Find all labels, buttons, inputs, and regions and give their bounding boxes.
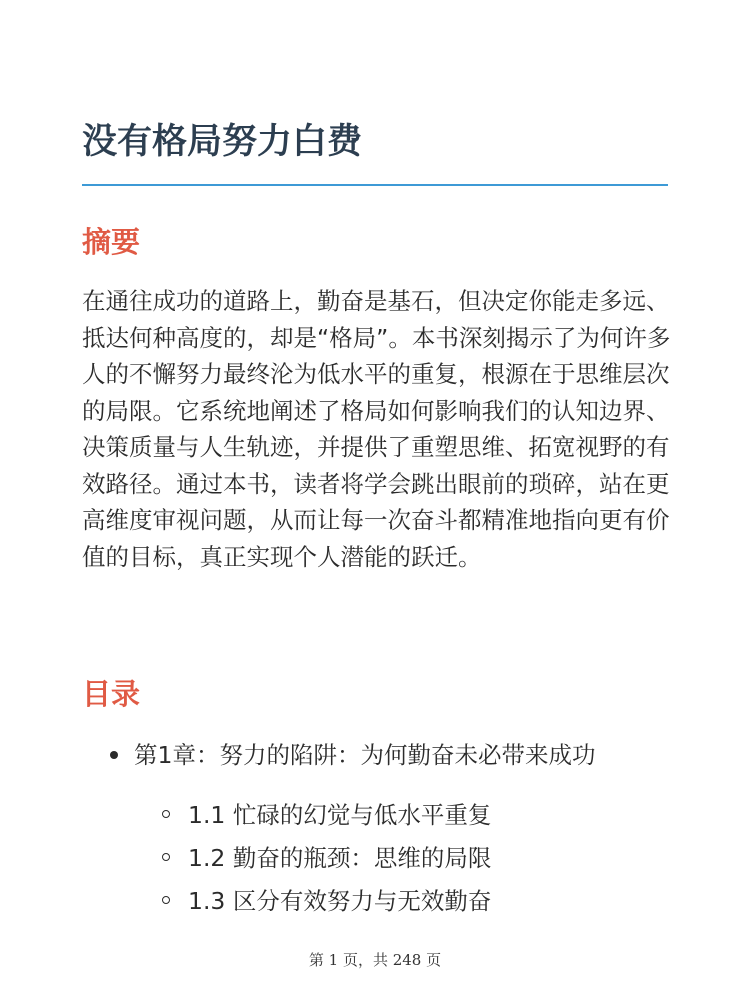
toc-section-label: 1.2 勤奋的瓶颈：思维的局限 xyxy=(188,844,492,872)
toc-section-label: 1.3 区分有效努力与无效勤奋 xyxy=(188,887,492,915)
document-title: 没有格局努力白费 xyxy=(82,122,363,162)
title-divider xyxy=(82,184,668,186)
toc-section-label: 1.1 忙碌的幻觉与低水平重复 xyxy=(188,801,492,829)
bullet-circle-icon xyxy=(162,810,170,818)
toc-chapter-label: 第1章：努力的陷阱：为何勤奋未必带来成功 xyxy=(134,741,596,769)
page-footer: 第 1 页，共 248 页 xyxy=(308,951,442,969)
bullet-circle-icon xyxy=(162,896,170,904)
bullet-circle-icon xyxy=(162,853,170,861)
summary-heading: 摘要 xyxy=(82,225,141,259)
summary-paragraph: 在通往成功的道路上，勤奋是基石，但决定你能走多远、抵达何种高度的，却是“格局”。本书深刻揭示了为何许多人的不懈努力最终沦为低水平的重复，根源在于思维层次的局限。它系统地阐述了格局如何影响我们的认知边界、决策质量与人生轨迹，并提供了重塑思维、拓宽视野的有效路径。通过本书，读者将学会跳出眼前的琐碎，站在更高维度审视问题，从而让每一次奋斗都精准地指向更有价值的目标，真正实现个人潜能的跃迁。 xyxy=(82,287,671,571)
toc-heading: 目录 xyxy=(82,677,141,711)
bullet-disc-icon xyxy=(110,751,118,759)
